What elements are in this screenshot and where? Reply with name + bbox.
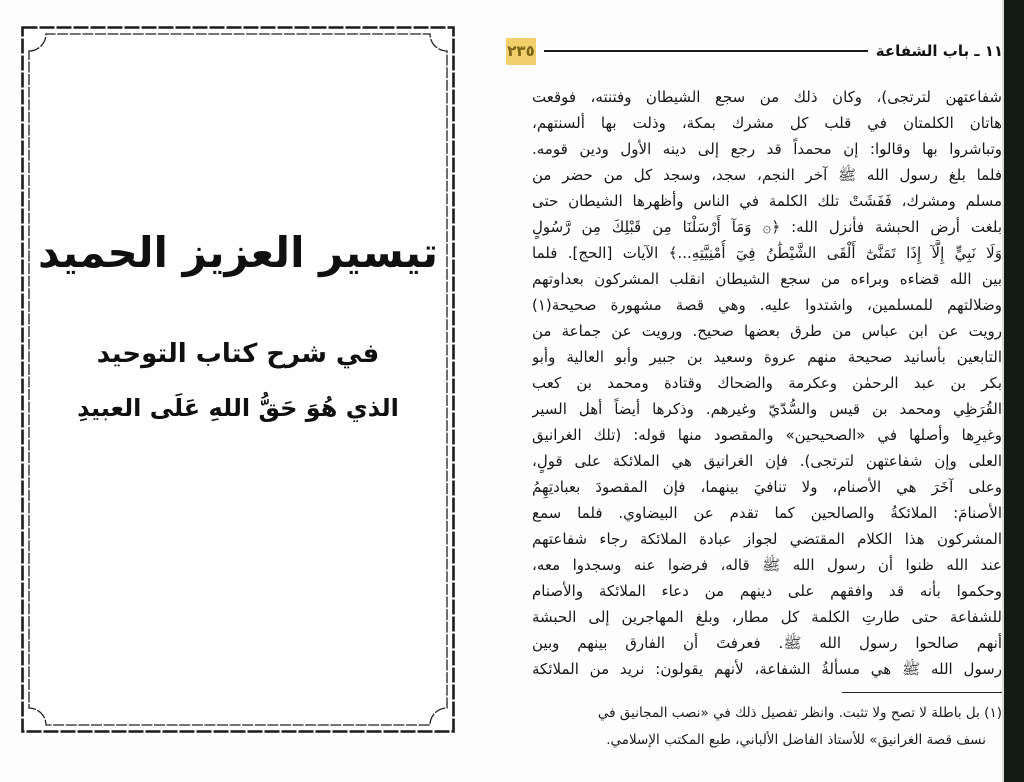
body-text-line: المشركون هذا الكلام المقتضي لجواز عبادة الملائكة رجاء شفاعتهم [532,530,1002,548]
body-text-line: رويت عن ابن عباس من طرق بعضها صحيح. ورويت عن جماعة من [532,322,1002,340]
left-title-page [21,26,455,733]
body-text-line: القُرَظِي ومحمد بن قيس والسُّدّيّ وغيرهم. وذكرها أيضاً أهل السير [532,400,1002,418]
body-text-line: مسلم ومشرك، فَفَشَتْ تلك الكلمة في الناس وأظهرها الشيطان حتى [532,192,1002,210]
footnote-line: نسف قصة الغرانيق» للأستاذ الفاضل الألباني، طبع المكتب الإسلامي. [606,732,986,748]
body-text-line: عند الله ظنوا أن رسول الله ﷺ قاله، فرضوا عنه وسجدوا معه، [532,556,1002,574]
body-text-line: هاتان الكلمتان في قلب كل مشرك بمكة، وذلت بها ألسنتهم، [532,114,1002,132]
body-text-line: بكر بن عبد الرحمٰن وعكرمة والضحاك وقتادة ومحمد بن كعب [532,374,1002,392]
footnote-line: (١) بل باطلة لا تصح ولا تثبت. وانظر تفصيل ذلك في «نصب المجانيق في [597,705,1002,721]
body-text-line: وحكموا بأنه قد وافقهم على دينهم من دعاء الملائكة والأصنام [532,582,1002,600]
body-text-line: أنهم صالحوا رسول الله ﷺ. فعرفتَ أن الفارق بينهم وبين [532,634,1002,652]
body-text-line: الأصنامَ: الملائكةُ والصالحين كما تقدم عن البيضاوي. فلما سمع [532,504,1002,522]
body-text-line: بين الله قضاءه وبراءه من سجع الشيطان انقلب المشركون بعداوتهم [532,270,1002,288]
book-title-subtitle-2: الذي هُوَ حَقُّ اللهِ عَلَى العبيدِ [77,394,399,422]
body-text-line: التابعين بأسانيد صحيحة منهم عروة وسعيد بن جبير وأبو العالية وأبو [532,348,1002,366]
book-title-subtitle-1: في شرح كتاب التوحيد [96,339,380,369]
page-number-highlight: ٢٣٥ [506,38,536,65]
book-title-main: تيسير العزيز الحميد [37,228,439,277]
body-text-line: شفاعتهن لترتجى)، وكان ذلك من سجع الشيطان وفتنته، فوقعت [532,88,1002,106]
body-text-line: وعلى آخَرَ هي الأصنام، ولا تنافيَ بينهما، فإن المقصودَ بعبادتِهِمُ [532,478,1002,496]
body-text-line: رسول الله ﷺ هي مسألةُ الشفاعة، لأنهم يقولون: نريد من الملائكة [532,660,1002,678]
body-text-line: وَلَا نَبِيٍّ إِلَّآ إِذَا تَمَنَّىٰٓ أَلْقَى الشَّيْطَٰنُ فِيٓ أُمْنِيَّتِهِ...﴾ الآيات [الحج]. فلما [532,244,1002,262]
body-text-line: فلما بلغ رسول الله ﷺ آخر النجم، سجد، وسجد كل من حضر من [532,166,1002,184]
chapter-heading: ١١ ـ باب الشفاعة [875,42,1003,60]
body-text-line: للشفاعة حتى طارتِ الكلمة كل مطار، وبلغ المهاجرين إلى الحبشة [532,608,1002,626]
book-title-block [21,194,455,432]
body-text-line: بلغت أرض الحبشة فأنزل الله: ﴿۞ وَمَآ أَرْسَلْنَا مِن قَبْلِكَ مِن رَّسُولٍ [532,218,1002,236]
body-text-column [532,84,1002,682]
footnote-block [534,700,1002,754]
body-text-line: وضلالتهم للمسلمين، واشتدوا عليه. وهي قصة مشهورة صحيحة(١) [532,296,1002,314]
body-text-line: وغيرِها وأصلها في «الصحيحين» والمقصود منها قوله: (تلك الغرانيق [532,426,1002,444]
body-text-line: وتباشروا بها وقالوا: إن محمداً قد رجع إلى دينه الأول ودين قومه. [532,140,1002,158]
scan-dark-edge [1002,0,1024,782]
header-rule [544,50,868,52]
page-header [506,36,1003,66]
body-text-line: العلى وإن شفاعتهن لترتجى). فإن الغرانيق هي الملائكة على قولٍ، [532,452,1002,470]
footnote-separator [842,692,1002,693]
